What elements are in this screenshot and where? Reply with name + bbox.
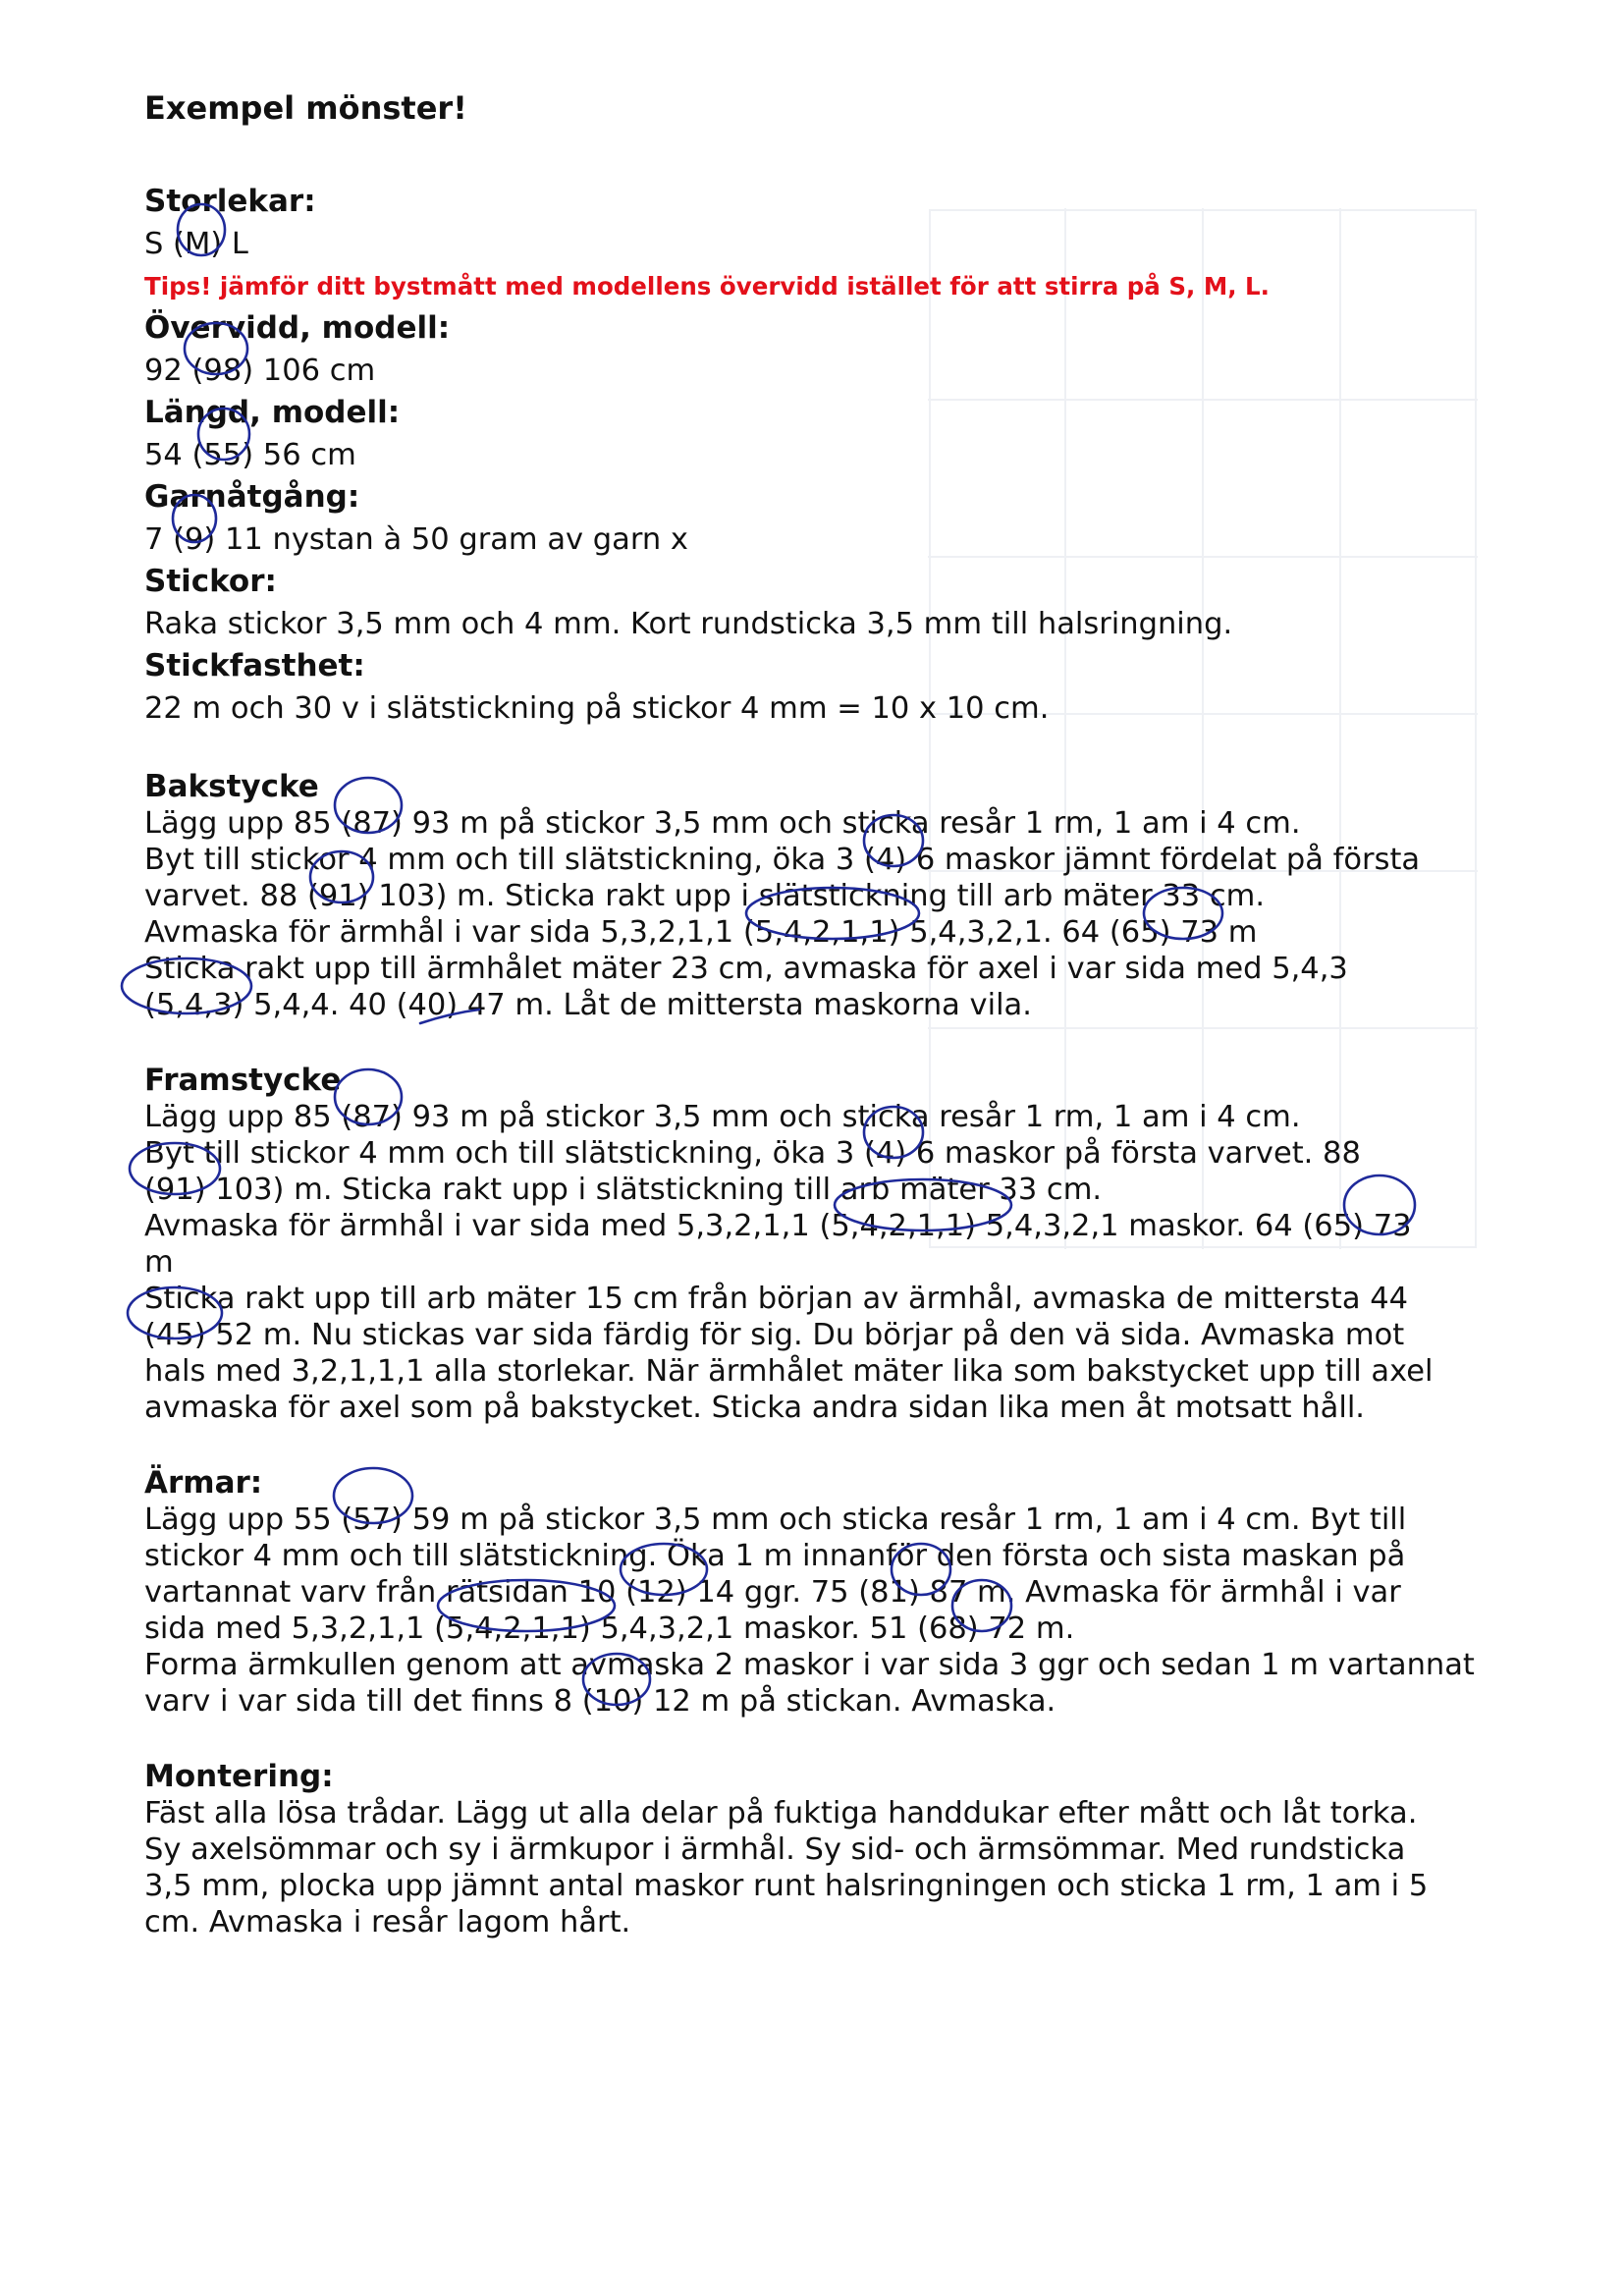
- section-front: [144, 1063, 1499, 1426]
- text-line: Lägg upp 85 (87) 93 m på stickor 3,5 mm och sticka resår 1 rm, 1 am i 4 cm.: [144, 1100, 1301, 1134]
- text-line: varv i var sida till det finns 8 (10) 12 m på stickan. Avmaska.: [144, 1684, 1056, 1719]
- text-line: cm. Avmaska i resår lagom hårt.: [144, 1905, 631, 1940]
- chest-width-label: Övervidd, modell:: [144, 310, 451, 346]
- text-line: Lägg upp 85 (87) 93 m på stickor 3,5 mm och sticka resår 1 rm, 1 am i 4 cm.: [144, 806, 1301, 841]
- text-line: (5,4,3) 5,4,4. 40 (40) 47 m. Låt de mittersta maskorna vila.: [144, 988, 1032, 1022]
- text-line: vartannat varv från rätsidan 10 (12) 14 ggr. 75 (81) 87 m. Avmaska för ärmhål i var: [144, 1575, 1401, 1610]
- length-value: 54 (55) 56 cm: [144, 438, 356, 472]
- sizes-value: S (M) L: [144, 227, 248, 261]
- text-line: (91) 103) m. Sticka rakt upp i slätstickning till arb mäter 33 cm.: [144, 1173, 1103, 1207]
- text-line: avmaska för axel som på bakstycket. Sticka andra sidan lika men åt motsatt håll.: [144, 1391, 1365, 1425]
- text-line: Sy axelsömmar och sy i ärmkupor i ärmhål. Sy sid- och ärmsömmar. Med rundsticka: [144, 1832, 1406, 1867]
- text-line: Lägg upp 55 (57) 59 m på stickor 3,5 mm och sticka resår 1 rm, 1 am i 4 cm. Byt till: [144, 1503, 1407, 1537]
- text-line: (45) 52 m. Nu stickas var sida färdig för sig. Du börjar på den vä sida. Avmaska mot: [144, 1318, 1405, 1352]
- text-line: Sticka rakt upp till ärmhålet mäter 23 cm, avmaska för axel i var sida med 5,4,3: [144, 952, 1348, 986]
- gauge-label: Stickfasthet:: [144, 648, 365, 683]
- text-line: Avmaska för ärmhål i var sida 5,3,2,1,1 (5,4,2,1,1) 5,4,3,2,1. 64 (65) 73 m: [144, 915, 1258, 950]
- yarn-label: Garnåtgång:: [144, 479, 360, 515]
- tip-text: Tips! jämför ditt bystmått med modellens övervidd istället för att stirra på S, M, L.: [144, 272, 1270, 301]
- needles-value: Raka stickor 3,5 mm och 4 mm. Kort rundsticka 3,5 mm till halsringning.: [144, 607, 1233, 641]
- sizes-label: Storlekar:: [144, 184, 316, 219]
- text-line: 3,5 mm, plocka upp jämnt antal maskor runt halsringningen och sticka 1 rm, 1 am i 5: [144, 1869, 1429, 1903]
- section-heading: Ärmar:: [144, 1465, 263, 1501]
- section-heading: Bakstycke: [144, 769, 319, 804]
- text-line: Avmaska för ärmhål i var sida med 5,3,2,1,1 (5,4,2,1,1) 5,4,3,2,1 maskor. 64 (65) 73: [144, 1209, 1412, 1243]
- section-heading: Montering:: [144, 1759, 334, 1794]
- text-line: varvet. 88 (91) 103) m. Sticka rakt upp i slätstickning till arb mäter 33 cm.: [144, 879, 1266, 913]
- pattern-text: [144, 90, 1499, 1940]
- text-line: Sticka rakt upp till arb mäter 15 cm från början av ärmhål, avmaska de mittersta 44: [144, 1282, 1409, 1316]
- text-line: m: [144, 1245, 174, 1280]
- text-line: Forma ärmkullen genom att avmaska 2 maskor i var sida 3 ggr och sedan 1 m vartannat: [144, 1648, 1475, 1682]
- length-label: Längd, modell:: [144, 395, 401, 430]
- yarn-value: 7 (9) 11 nystan à 50 gram av garn x: [144, 522, 688, 557]
- text-line: Fäst alla lösa trådar. Lägg ut alla delar på fuktiga handdukar efter mått och låt torka.: [144, 1796, 1418, 1831]
- text-line: hals med 3,2,1,1,1 alla storlekar. När ärmhålet mäter lika som bakstycket upp till axel: [144, 1354, 1434, 1389]
- section-heading: Framstycke: [144, 1063, 342, 1098]
- chest-width-value: 92 (98) 106 cm: [144, 354, 376, 388]
- text-line: Byt till stickor 4 mm och till slätstickning, öka 3 (4) 6 maskor på första varvet. 88: [144, 1136, 1361, 1171]
- text-line: Byt till stickor 4 mm och till slätstickning, öka 3 (4) 6 maskor jämnt fördelat på första: [144, 843, 1421, 877]
- document-title: Exempel mönster!: [144, 89, 467, 127]
- text-line: stickor 4 mm och till slätstickning. Öka 1 m innanför den första och sista maskan på: [144, 1539, 1406, 1573]
- text-line: sida med 5,3,2,1,1 (5,4,2,1,1) 5,4,3,2,1 maskor. 51 (68) 72 m.: [144, 1612, 1075, 1646]
- section-sleeves: [144, 1465, 1499, 1720]
- needles-label: Stickor:: [144, 564, 277, 599]
- section-assembly: [144, 1759, 1499, 1940]
- gauge-value: 22 m och 30 v i slätstickning på stickor 4 mm = 10 x 10 cm.: [144, 691, 1050, 726]
- section-back: [144, 769, 1499, 1023]
